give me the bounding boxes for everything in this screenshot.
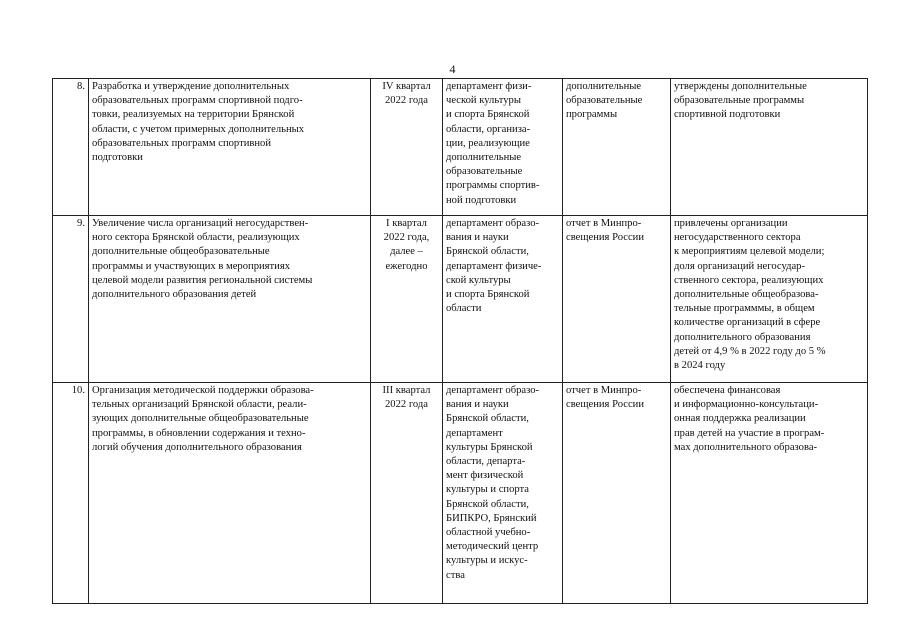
table-row: [53, 383, 868, 604]
document-cell: отчет в Минпро- свещения России: [563, 383, 671, 604]
term-cell: I квартал 2022 года, далее – ежегодно: [371, 216, 443, 383]
responsible-cell: департамент образо- вания и науки Брянской области, департамент физиче- ской культуры и спорта Брянской области: [443, 216, 563, 383]
result-cell: утверждены дополнительные образовательные программы спортивной подготовки: [671, 79, 868, 216]
activity-cell: Увеличение числа организаций негосударствен- ного сектора Брянской области, реализующих дополнительные общеобразовательные программы и участвующих в мероприятиях целевой модели развития региональной системы дополнительного образования детей: [89, 216, 371, 383]
activity-cell: Организация методической поддержки образова- тельных организаций Брянской области, реали- зующих дополнительные общеобразовательные программы, в обновлении содержания и техно- логий обучения дополнительного образования: [89, 383, 371, 604]
responsible-cell: департамент образо- вания и науки Брянской области, департамент культуры Брянской области, департа- мент физической культуры и спорта Брянской области, БИПКРО, Брянский областной учебно- методический центр культуры и искус- ства: [443, 383, 563, 604]
term-cell: IV квартал 2022 года: [371, 79, 443, 216]
table-row: [53, 216, 868, 383]
activity-cell: Разработка и утверждение дополнительных образовательных программ спортивной подго- товки, реализуемых на территории Брянской области, с учетом примерных дополнительных образовательных программ спортивной подготовки: [89, 79, 371, 216]
result-cell: обеспечена финансовая и информационно-консультаци- онная поддержка реализации прав детей на участие в програм- мах дополнительного образова-: [671, 383, 868, 604]
row-number: 10.: [53, 383, 89, 604]
document-cell: отчет в Минпро- свещения России: [563, 216, 671, 383]
table-row: [53, 79, 868, 216]
row-number: 9.: [53, 216, 89, 383]
action-plan-table: [52, 78, 868, 604]
page-number: 4: [449, 62, 456, 76]
responsible-cell: департамент физи- ческой культуры и спорта Брянской области, организа- ции, реализующие дополнительные образовательные программы спортив- ной подготовки: [443, 79, 563, 216]
row-number: 8.: [53, 79, 89, 216]
result-cell: привлечены организации негосударственного сектора к мероприятиям целевой модели; доля организаций негосудар- ственного сектора, реализующих дополнительные общеобразова- тельные программмы, в общем количестве организаций в сфере дополнительного образования детей от 4,9 % в 2022 году до 5 % в 2024 году: [671, 216, 868, 383]
document-cell: дополнительные образовательные программы: [563, 79, 671, 216]
term-cell: III квартал 2022 года: [371, 383, 443, 604]
